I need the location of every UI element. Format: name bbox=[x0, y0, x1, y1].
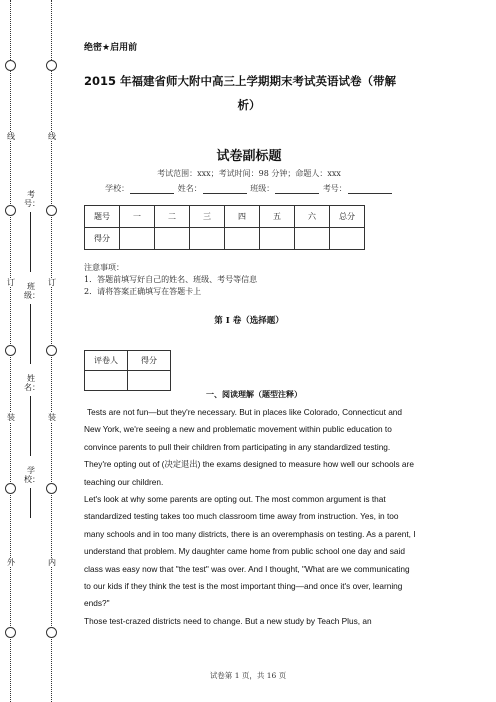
inner-label-inner: 内 bbox=[45, 558, 59, 567]
school-field-blank[interactable] bbox=[130, 185, 174, 194]
grader-score-label: 得分 bbox=[128, 351, 171, 371]
passage-paragraph: Tests are not fun—but they're necessary. But in places like Colorado, Connecticut and New York, we're seeing a new and problematic movement within public education to convince parents to pull their children from participating in any standardized testing. They're opting out of (决定退出) the exams designed to measure how well our schools are teaching our children. bbox=[84, 407, 414, 487]
score-header-cell: 六 bbox=[295, 206, 330, 228]
name-field-blank[interactable] bbox=[203, 185, 247, 194]
reading-passage bbox=[84, 404, 418, 630]
school-label: 学校： bbox=[24, 466, 40, 484]
grader-table bbox=[84, 350, 171, 391]
grader-label: 评卷人 bbox=[85, 351, 128, 371]
class-field-label: 班级： bbox=[250, 184, 275, 193]
section-heading: 第 I 卷（选择题） bbox=[214, 316, 284, 326]
notes-title: 注意事项： bbox=[84, 263, 124, 272]
inner-binding-line bbox=[47, 0, 57, 702]
exam-info: 考试范围：xxx；考试时间：98 分钟；命题人：xxx bbox=[157, 169, 341, 178]
notes-item: 2．请将答案正确填写在答题卡上 bbox=[84, 287, 202, 296]
binding-circle bbox=[5, 60, 16, 71]
school-blank bbox=[30, 488, 31, 518]
number-field-label: 考号： bbox=[322, 184, 347, 193]
score-header-cell: 题号 bbox=[85, 206, 120, 228]
score-cell[interactable] bbox=[330, 228, 365, 250]
exam-subtitle: 试卷副标题 bbox=[216, 149, 282, 164]
score-cell[interactable] bbox=[190, 228, 225, 250]
school-field-label: 学校： bbox=[105, 184, 130, 193]
exam-title-line2: 析） bbox=[237, 98, 261, 112]
score-header-cell: 总分 bbox=[330, 206, 365, 228]
binding-circle bbox=[5, 205, 16, 216]
score-header-cell: 二 bbox=[155, 206, 190, 228]
exam-number-label: 考号： bbox=[24, 190, 40, 208]
class-field-blank[interactable] bbox=[275, 185, 319, 194]
outer-label-order: 订 bbox=[4, 278, 18, 287]
binding-circle bbox=[46, 60, 57, 71]
inner-label-order: 订 bbox=[45, 278, 59, 287]
notes-item: 1．答题前填写好自己的姓名、班级、考号等信息 bbox=[84, 275, 258, 284]
score-cell[interactable] bbox=[295, 228, 330, 250]
score-table-score-row bbox=[85, 228, 365, 250]
score-cell[interactable] bbox=[225, 228, 260, 250]
outer-label-line: 线 bbox=[4, 132, 18, 141]
score-header-cell: 三 bbox=[190, 206, 225, 228]
binding-circle bbox=[46, 483, 57, 494]
score-header-cell: 一 bbox=[120, 206, 155, 228]
binding-circle bbox=[5, 345, 16, 356]
exam-title-line1: 2015 年福建省师大附中高三上学期期末考试英语试卷（带解 bbox=[84, 74, 397, 88]
class-blank bbox=[30, 304, 31, 364]
binding-circle bbox=[5, 483, 16, 494]
outer-label-bind: 装 bbox=[4, 413, 18, 422]
score-header-cell: 五 bbox=[260, 206, 295, 228]
exam-number-blank bbox=[30, 212, 31, 272]
secret-mark: 绝密★启用前 bbox=[84, 43, 138, 53]
number-field-blank[interactable] bbox=[348, 185, 392, 194]
score-table-header-row bbox=[85, 206, 365, 228]
inner-label-bind: 装 bbox=[45, 413, 59, 422]
score-cell[interactable] bbox=[155, 228, 190, 250]
notes bbox=[84, 262, 257, 298]
score-header-cell: 四 bbox=[225, 206, 260, 228]
part-title: 一、阅读理解（题型注释） bbox=[206, 390, 302, 399]
binding-circle bbox=[5, 627, 16, 638]
passage-paragraph: Those test-crazed districts need to change. But a new study by Teach Plus, an bbox=[84, 615, 372, 626]
name-field-label: 姓名： bbox=[177, 184, 202, 193]
score-cell[interactable] bbox=[120, 228, 155, 250]
name-label: 姓名： bbox=[24, 374, 40, 392]
inner-label-line: 线 bbox=[45, 132, 59, 141]
grader-cell[interactable] bbox=[85, 371, 128, 391]
binding-circle bbox=[46, 627, 57, 638]
student-info-column bbox=[22, 190, 42, 520]
score-row-label: 得分 bbox=[85, 228, 120, 250]
passage-paragraph: Let's look at why some parents are opting out. The most common argument is that standardized testing takes too much classroom time away from instruction. Yes, in too many schools and in too many districts, there is an overemphasis on testing. As a parent, I understand that problem. My daughter came home from public school one day and said class was easy now that "the test" was over. And I thought, "What are we communicating to our kids if they think the test is the most important thing—and once it's over, learning ends?" bbox=[84, 494, 416, 609]
name-blank bbox=[30, 396, 31, 456]
student-info-row bbox=[84, 183, 414, 194]
class-label: 班级： bbox=[24, 282, 40, 300]
page-footer: 试卷第 1 页，共 16 页 bbox=[209, 671, 287, 680]
binding-circle bbox=[46, 205, 57, 216]
exam-title bbox=[84, 69, 414, 117]
binding-circle bbox=[46, 345, 57, 356]
grader-score-cell[interactable] bbox=[128, 371, 171, 391]
outer-label-outer: 外 bbox=[4, 558, 18, 567]
score-table bbox=[84, 205, 365, 250]
score-cell[interactable] bbox=[260, 228, 295, 250]
outer-binding-line bbox=[6, 0, 16, 702]
